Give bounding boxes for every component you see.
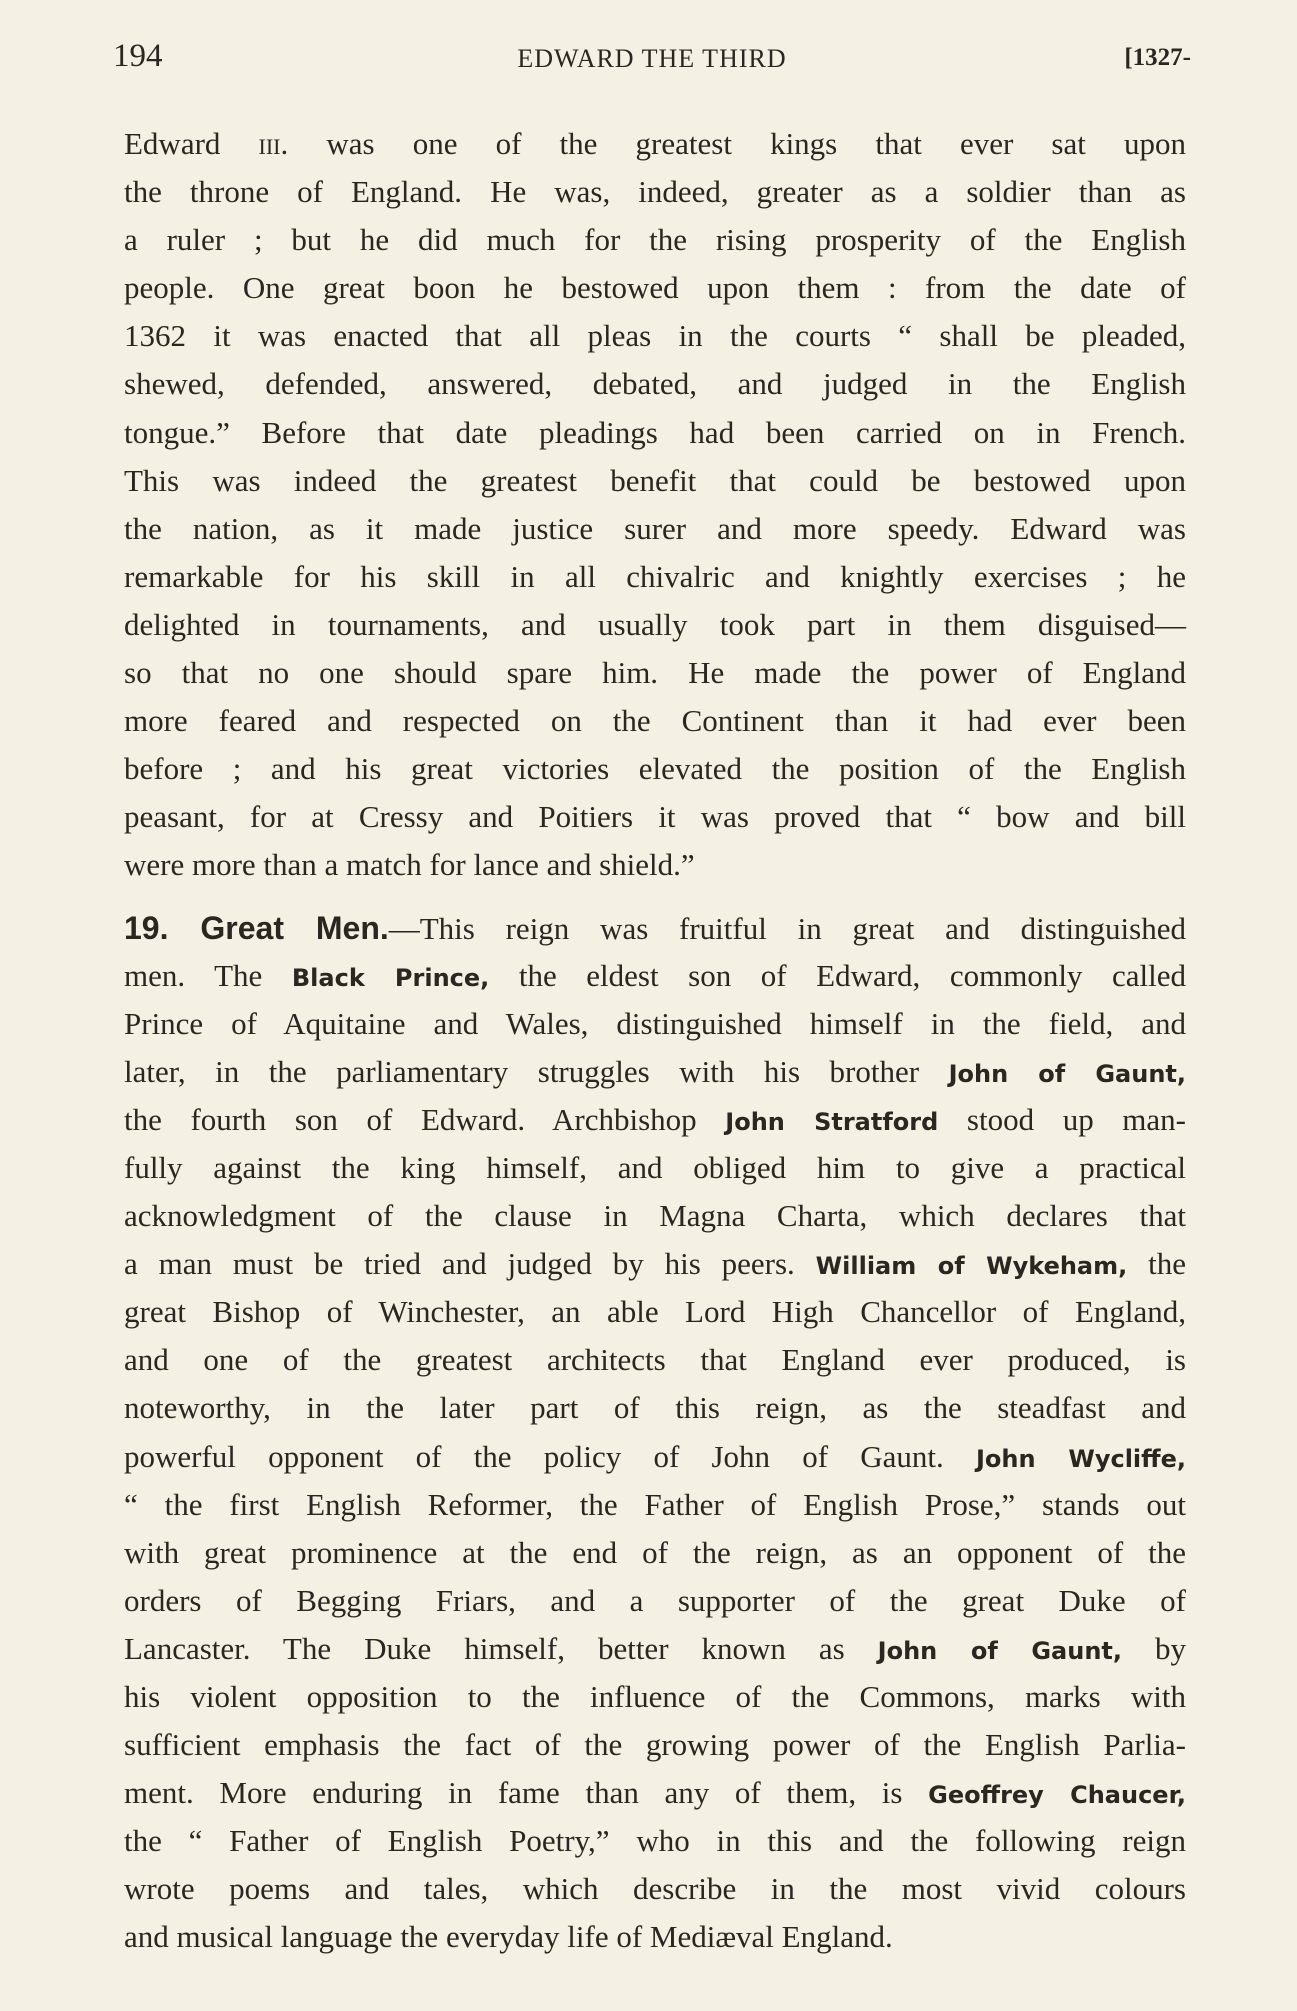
name-william-of-wykeham: William of Wykeham, [815,1252,1128,1281]
text-line: before ; and his great victories elevated the position of the English [124,751,1186,787]
page-body [124,120,1186,1962]
text-line: and musical language the everyday life of Mediæval England. [124,1919,893,1955]
text-line: the throne of England. He was, indeed, greater as a soldier than as [124,174,1186,210]
name-geoffrey-chaucer: Geoffrey Chaucer, [928,1781,1186,1810]
name-john-of-gaunt: John of Gaunt, [948,1059,1186,1088]
text-line: a man must be tried and judged by his peers. William of Wykeham, the [124,1246,1187,1282]
text-line: Edward iii. was one of the greatest kings that ever sat upon [124,126,1186,161]
text-line: wrote poems and tales, which describe in the most vivid colours [124,1871,1186,1907]
page-header [113,38,1191,82]
text-line: sufficient emphasis the fact of the growing power of the English Parlia- [124,1727,1186,1763]
name-john-of-gaunt: John of Gaunt, [877,1636,1123,1665]
text-line: people. One great boon he bestowed upon them : from the date of [124,270,1186,306]
text-line: and one of the greatest architects that England ever produced, is [124,1342,1186,1378]
text-line: remarkable for his skill in all chivalric and knightly exercises ; he [124,558,1186,594]
text-line: with great prominence at the end of the reign, as an opponent of the [124,1534,1186,1570]
page-number: 194 [113,38,163,74]
text-line: men. The Black Prince, the eldest son of Edward, commonly called [124,957,1186,993]
text-line: peasant, for at Cressy and Poitiers it was proved that “ bow and bill [124,799,1186,835]
text-line: orders of Begging Friars, and a supporter of the great Duke of [124,1582,1186,1618]
text-line: acknowledgment of the clause in Magna Charta, which declares that [124,1198,1186,1234]
text-line: delighted in tournaments, and usually took part in them disguised— [124,606,1186,642]
text-line: the nation, as it made justice surer and more speedy. Edward was [124,510,1186,546]
text-line: more feared and respected on the Continent than it had ever been [124,703,1186,739]
text-line: shewed, defended, answered, debated, and judged in the English [124,366,1186,402]
text-line: This was indeed the greatest benefit that could be bestowed upon [124,462,1186,498]
text-line: 1362 it was enacted that all pleas in the courts “ shall be pleaded, [124,318,1186,354]
text-line: ment. More enduring in fame than any of them, is Geoffrey Chaucer, [124,1775,1186,1811]
section-heading: 19. Great Men. [124,909,389,946]
text-line: 19. Great Men.—This reign was fruitful in great and distinguished [124,909,1186,946]
text-line: fully against the king himself, and obliged him to give a practical [124,1149,1186,1185]
name-black-prince: Black Prince, [291,963,490,992]
text-line: the “ Father of English Poetry,” who in this and the following reign [124,1823,1186,1859]
text-line: “ the first English Reformer, the Father of English Prose,” stands out [124,1486,1186,1522]
text-line: Lancaster. The Duke himself, better known as John of Gaunt, by [124,1630,1187,1666]
paragraph-edward-iii [124,120,1186,890]
paragraph-great-men [124,904,1186,1962]
text-line: Prince of Aquitaine and Wales, distinguished himself in the field, and [124,1005,1186,1041]
text-line: later, in the parliamentary struggles with his brother John of Gaunt, [124,1053,1186,1089]
text-line: his violent opposition to the influence of the Commons, marks with [124,1679,1186,1714]
name-john-wycliffe: John Wycliffe, [975,1444,1186,1473]
text-line: the fourth son of Edward. Archbishop John Stratford stood up man- [124,1101,1186,1137]
text-line: noteworthy, in the later part of this reign, as the steadfast and [124,1390,1186,1426]
name-john-stratford: John Stratford [725,1107,939,1136]
running-title: EDWARD THE THIRD [517,44,787,73]
year-marker: [1327- [1124,44,1191,71]
text-line: so that no one should spare him. He made the power of England [124,655,1186,691]
text-line: powerful opponent of the policy of John of Gaunt. John Wycliffe, [124,1438,1186,1474]
text-line: were more than a match for lance and shield.” [124,847,695,883]
text-line: tongue.” Before that date pleadings had been carried on in French. [124,414,1186,450]
text-line: great Bishop of Winchester, an able Lord High Chancellor of England, [124,1294,1186,1330]
text-line: a ruler ; but he did much for the rising prosperity of the English [124,222,1186,258]
